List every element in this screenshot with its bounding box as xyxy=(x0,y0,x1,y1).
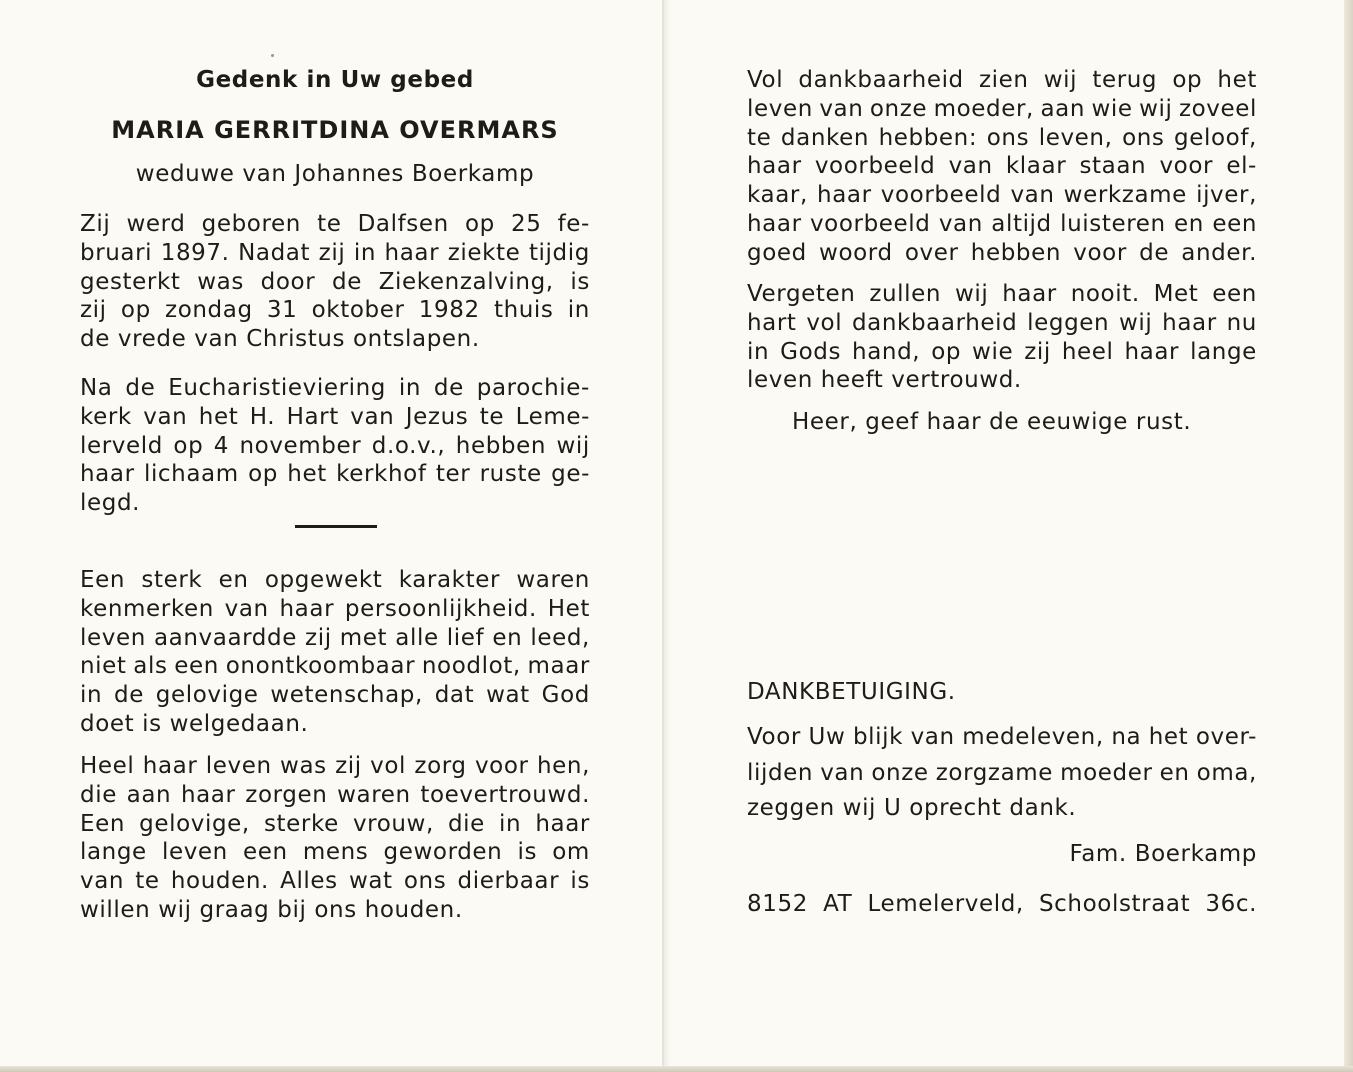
character-paragraph xyxy=(80,566,590,739)
biography-paragraph xyxy=(80,210,590,354)
text-line: legd. xyxy=(80,490,141,517)
text-line: in Gods hand, op wie zij heel haar lange xyxy=(747,338,1257,365)
text-line: doet is welgedaan. xyxy=(80,710,309,737)
prayer-header: Gedenk in Uw gebed xyxy=(196,67,474,93)
thanks-paragraph xyxy=(747,720,1257,827)
text-line: die aan haar zorgen waren toevertrouwd. xyxy=(80,781,590,808)
text-line: van te houden. Alles wat ons dierbaar is xyxy=(80,868,590,895)
funeral-paragraph xyxy=(80,374,590,518)
paper-speck xyxy=(271,54,274,57)
remembrance-paragraph xyxy=(747,280,1257,395)
eternal-rest-prayer: Heer, geef haar de eeuwige rust. xyxy=(792,409,1192,435)
text-line: Na de Eucharistieviering in de parochie- xyxy=(80,375,590,401)
family-signature: Fam. Boerkamp xyxy=(1069,841,1257,867)
text-line: leven heeft vertrouwd. xyxy=(747,367,1022,394)
text-line: Voor Uw blijk van medeleven, na het over- xyxy=(747,724,1257,750)
gratitude-paragraph xyxy=(747,66,1257,268)
section-divider xyxy=(295,525,377,528)
text-line: willen wij graag bij ons houden. xyxy=(80,896,463,923)
text-line: haar lichaam op het kerkhof ter ruste ge- xyxy=(80,461,590,488)
text-line: kerk van het H. Hart van Jezus te Leme- xyxy=(80,403,590,430)
text-line: Vergeten zullen wij haar nooit. Met een xyxy=(747,281,1257,307)
text-line: haar voorbeeld van klaar staan voor el- xyxy=(747,153,1257,180)
text-line: zeggen wij U oprecht dank. xyxy=(747,795,1077,821)
text-line: lange leven een mens geworden is om xyxy=(80,839,590,866)
text-line: goed woord over hebben voor de ander. xyxy=(747,239,1257,266)
text-line: leven van onze moeder, aan wie wij zoveel xyxy=(747,95,1257,122)
text-line: de vrede van Christus ontslapen. xyxy=(80,326,480,353)
text-line: Vol dankbaarheid zien wij terug op het xyxy=(747,67,1257,93)
text-line: kaar, haar voorbeeld van werkzame ijver, xyxy=(747,182,1257,209)
text-line: Zij werd geboren te Dalfsen op 25 fe- xyxy=(80,211,590,237)
deceased-name: MARIA GERRITDINA OVERMARS xyxy=(111,116,559,144)
text-line: lijden van onze zorgzame moeder en oma, xyxy=(747,759,1257,786)
text-line: gesterkt was door de Ziekenzalving, is xyxy=(80,268,590,295)
text-line: niet als een onontkoombaar noodlot, maar xyxy=(80,653,590,680)
text-line: in de gelovige wetenschap, dat wat God xyxy=(80,682,590,709)
text-line: Een sterk en opgewekt karakter waren xyxy=(80,567,590,593)
care-paragraph xyxy=(80,752,590,925)
address-line: 8152 AT Lemelerveld, Schoolstraat 36c. xyxy=(747,891,1257,917)
text-line: hart vol dankbaarheid leggen wij haar nu xyxy=(747,309,1257,336)
text-line: haar voorbeeld van altijd luisteren en een xyxy=(747,210,1257,237)
text-line: zij op zondag 31 oktober 1982 thuis in xyxy=(80,297,590,324)
family-address xyxy=(747,890,1257,919)
text-line: Heel haar leven was zij vol zorg voor hen, xyxy=(80,753,590,779)
card-edge-bottom xyxy=(0,1066,1353,1072)
text-line: bruari 1897. Nadat zij in haar ziekte tijdig xyxy=(80,239,590,266)
text-line: leven aanvaardde zij met alle lief en leed, xyxy=(80,624,590,651)
text-line: te danken hebben: ons leven, ons geloof, xyxy=(747,124,1257,151)
text-line: lerveld op 4 november d.o.v., hebben wij xyxy=(80,432,590,459)
text-line: Een gelovige, sterke vrouw, die in haar xyxy=(80,810,590,837)
text-line: kenmerken van haar persoonlijkheid. Het xyxy=(80,595,590,622)
widow-subtitle: weduwe van Johannes Boerkamp xyxy=(135,161,535,187)
thanks-title: DANKBETUIGING. xyxy=(747,679,956,705)
card-edge-right xyxy=(1344,0,1353,1072)
